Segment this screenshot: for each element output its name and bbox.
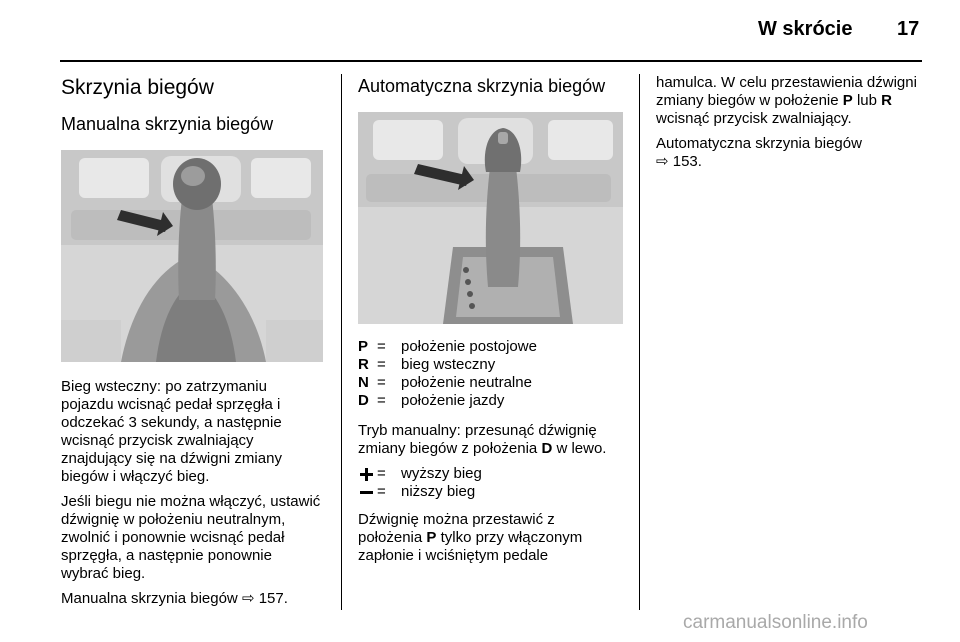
legend-equals: =: [377, 465, 386, 482]
legend-row-p: [358, 338, 623, 356]
manual-mode-text: Tryb manualny: przesunąć dźwignię zmiany biegów z położenia: [358, 422, 597, 457]
legend-key: N: [358, 374, 369, 391]
page-number: 17: [897, 18, 920, 40]
lever-move-paragraph: [358, 511, 623, 565]
continuation-text: hamulca. W celu przestawienia dźwigni zmiany biegów w położenie: [656, 74, 917, 109]
header-title: W skrócie: [758, 18, 853, 40]
legend-equals: =: [377, 392, 386, 409]
lever-move-text: Dźwignię można przestawić z położenia: [358, 511, 555, 546]
watermark: carmanualsonline.info: [683, 612, 868, 633]
gear-position-legend: [358, 338, 623, 410]
column-automatic: [358, 74, 623, 572]
automatic-gear-lever-photo: [358, 112, 623, 324]
column-continued: [656, 74, 926, 178]
section-title: Skrzynia biegów: [61, 76, 214, 99]
column-divider-1: [341, 74, 342, 610]
legend-text: bieg wsteczny: [401, 356, 496, 373]
manual-mode-paragraph: [358, 422, 623, 458]
lever-move-text-end: tylko przy włączonym zapłonie i wciśniętym pedale: [358, 529, 583, 564]
legend-key: D: [358, 392, 369, 409]
position-p: P: [426, 529, 437, 546]
automatic-gearbox-heading: Automatyczna skrzynia biegów: [358, 76, 606, 96]
legend-row-r: [358, 356, 623, 374]
reference-arrow-icon: ⇨: [241, 590, 255, 607]
reference-text: Manualna skrzynia biegów: [61, 590, 238, 607]
legend-row-d: [358, 392, 623, 410]
manual-gear-lever-photo: [61, 150, 323, 362]
position-r: R: [881, 92, 892, 109]
reference-text: Automatyczna skrzynia biegów: [656, 135, 862, 152]
reference-page: 157.: [258, 590, 288, 607]
gear-retry-paragraph: Jeśli biegu nie można włączyć, ustawić dźwignię w położeniu neutralnym, zwolnić i ponownie wcisnąć pedał sprzęgła, a następnie ponownie wybrać bieg.: [61, 493, 321, 582]
column-manual: [61, 74, 323, 615]
legend-row-n: [358, 374, 623, 392]
legend-equals: =: [377, 338, 386, 355]
reference-arrow-icon: ⇨: [656, 153, 669, 170]
brake-continuation-paragraph: [656, 74, 926, 128]
automatic-gearbox-reference: [656, 135, 926, 171]
reverse-gear-paragraph: Bieg wsteczny: po zatrzymaniu pojazdu wcisnąć pedał sprzęgła i odczekać 3 sekundy, a następnie wcisnąć przycisk zwalniający znajdujący się na dźwigni zmiany biegów i włączyć bieg.: [61, 378, 282, 485]
legend-text: położenie jazdy: [401, 392, 505, 409]
header-divider: [60, 60, 922, 62]
legend-equals: =: [377, 483, 386, 500]
legend-key: R: [358, 356, 369, 373]
manual-mode-text-end: w lewo.: [552, 440, 607, 457]
continuation-text-end: wcisnąć przycisk zwalniający.: [656, 110, 852, 127]
legend-row-upshift: [358, 465, 623, 483]
legend-text: niższy bieg: [401, 483, 476, 500]
legend-text: wyższy bieg: [401, 465, 482, 482]
continuation-or: lub: [852, 92, 882, 109]
position-p: P: [842, 92, 853, 109]
minus-icon: [358, 483, 377, 501]
column-divider-2: [639, 74, 640, 610]
manual-gearbox-heading: Manualna skrzynia biegów: [61, 114, 274, 134]
manual-gearbox-reference: [61, 590, 323, 608]
legend-equals: =: [377, 356, 386, 373]
legend-key: P: [358, 338, 369, 355]
reference-page: 153.: [672, 153, 702, 170]
position-d: D: [541, 440, 553, 457]
plus-icon: [358, 465, 377, 483]
legend-equals: =: [377, 374, 386, 391]
legend-text: położenie neutralne: [401, 374, 532, 391]
legend-text: położenie postojowe: [401, 338, 537, 355]
manual-mode-legend: [358, 465, 623, 501]
legend-row-downshift: [358, 483, 623, 501]
